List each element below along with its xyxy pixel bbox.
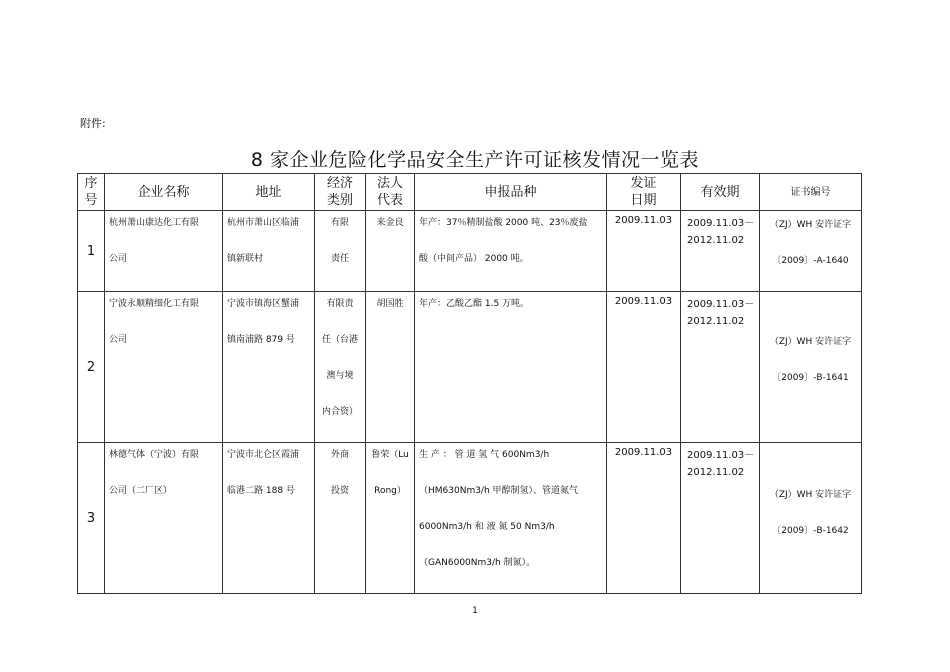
declared-products-line: 生 产 ： 管 道 氢 气 600Nm3/h: [419, 450, 550, 460]
legal-representative: [366, 292, 415, 443]
header-address: 地址: [223, 174, 315, 211]
declared-products: [415, 292, 607, 443]
declared-products-line: 年产：乙酸乙酯 1.5 万吨。: [419, 299, 530, 309]
header-no: 序 号: [78, 174, 105, 211]
validity-line: 2009.11.03－: [687, 450, 755, 461]
table-row: [78, 292, 862, 443]
header-validity: 有效期: [681, 174, 760, 211]
declared-products-line: 酸（中间产品） 2000 吨。: [419, 254, 529, 264]
declared-products-line: 6000Nm3/h 和 液 氮 50 Nm3/h: [419, 522, 555, 532]
certificate-lines: [760, 211, 861, 291]
certificate-line: （ZJ）WH 安许证字: [769, 337, 852, 347]
legal-representative: [366, 211, 415, 292]
validity-period: [681, 443, 760, 594]
economic-type-line: 有限责: [326, 299, 354, 309]
company-name-lines: [105, 443, 222, 521]
table-row: [78, 211, 862, 292]
legal-representative-line: 来金良: [376, 218, 404, 228]
issue-date: 2009.11.03: [607, 443, 681, 594]
validity-line: 2009.11.03－: [687, 299, 755, 310]
economic-type: [315, 443, 366, 594]
company-address-lines: [223, 211, 314, 289]
header-row: [78, 174, 862, 211]
company-address-line: 临港二路 188 号: [227, 486, 295, 496]
company-address: [223, 443, 315, 594]
company-name-lines: [105, 292, 222, 370]
declared-products: [415, 211, 607, 292]
issue-date: 2009.11.03: [607, 211, 681, 292]
legal-representative-line: Rong）: [374, 486, 406, 496]
company-address-line: 杭州市萧山区临浦: [227, 218, 300, 228]
attachment-label: 附件:: [80, 117, 106, 130]
declared-products: [415, 443, 607, 594]
company-name-lines: [105, 211, 222, 289]
company-address-lines: [223, 443, 314, 521]
declared-products-lines: [415, 292, 606, 334]
certificate-number: [760, 443, 862, 594]
company-address-line: 镇南浦路 879 号: [227, 335, 295, 345]
company-address: [223, 211, 315, 292]
header-rep: 法人 代表: [366, 174, 415, 211]
economic-type-line: 投资: [330, 486, 349, 496]
company-address-line: 宁波市北仑区霞浦: [227, 450, 300, 460]
validity-line: 2012.11.02: [687, 316, 745, 327]
legal-representative-lines: [366, 443, 414, 521]
economic-type-line: 有限: [330, 218, 349, 228]
economic-type-lines: [315, 211, 365, 289]
certificate-number: [760, 211, 862, 292]
legal-representative-lines: [366, 211, 414, 253]
declared-products-lines: [415, 443, 606, 593]
economic-type-line: 澳与境: [326, 371, 354, 381]
company-name-line: 林德气体（宁波）有限: [109, 450, 200, 460]
economic-type-line: 外商: [330, 450, 349, 460]
legal-representative-lines: [366, 292, 414, 334]
issue-date: 2009.11.03: [607, 292, 681, 443]
header-econ: 经济 类别: [315, 174, 366, 211]
company-name-line: 公司: [109, 254, 128, 264]
company-name-line: 宁波永顺精细化工有限: [109, 299, 200, 309]
economic-type: [315, 292, 366, 443]
legal-representative-line: 胡国胜: [376, 299, 404, 309]
certificate-line: 〔2009〕-B-1641: [772, 373, 849, 383]
certificate-lines: [760, 292, 861, 408]
economic-type-line: 责任: [330, 254, 349, 264]
company-name: [105, 443, 223, 594]
document-title: 8 家企业危险化学品安全生产许可证核发情况一览表: [250, 149, 700, 171]
validity-line: 2012.11.02: [687, 467, 745, 478]
validity-line: 2009.11.03－: [687, 218, 755, 229]
certificate-line: （ZJ）WH 安许证字: [769, 220, 852, 230]
economic-type-lines: [315, 443, 365, 521]
declared-products-line: 年产：37％精制盐酸 2000 吨、23％废盐: [419, 218, 588, 228]
economic-type-line: 任（台港: [321, 335, 358, 345]
declared-products-line: （HM630Nm3/h 甲醇制氢）、管道氮气: [419, 486, 579, 496]
certificate-line: （ZJ）WH 安许证字: [769, 490, 852, 500]
company-address: [223, 292, 315, 443]
certificate-line: 〔2009〕-B-1642: [772, 526, 849, 536]
company-name-line: 公司: [109, 335, 128, 345]
company-address-line: 镇新联村: [227, 254, 264, 264]
company-address-line: 宁波市镇海区蟹浦: [227, 299, 300, 309]
certificate-number: [760, 292, 862, 443]
legal-representative-line: 鲁荣（Lu: [371, 450, 409, 460]
table-row: [78, 443, 862, 594]
page-number: 1: [472, 606, 478, 616]
company-name-line: 杭州萧山康达化工有限: [109, 218, 200, 228]
certificate-lines: [760, 443, 861, 561]
company-name: [105, 292, 223, 443]
company-name-line: 公司（二厂区）: [109, 486, 173, 496]
legal-representative: [366, 443, 415, 594]
economic-type-line: 内合资）: [321, 407, 358, 417]
validity-period: [681, 292, 760, 443]
header-issue-date: 发证 日期: [607, 174, 681, 211]
row-number: 2: [78, 292, 105, 443]
header-cert: 证书编号: [760, 174, 862, 211]
certificate-line: 〔2009〕-A-1640: [772, 256, 849, 266]
header-product: 申报品种: [415, 174, 607, 211]
row-number: 3: [78, 443, 105, 594]
economic-type-lines: [315, 292, 365, 442]
validity-period: [681, 211, 760, 292]
company-name: [105, 211, 223, 292]
economic-type: [315, 211, 366, 292]
license-table: [77, 173, 862, 594]
validity-line: 2012.11.02: [687, 235, 745, 246]
declared-products-line: （GAN6000Nm3/h 制氮）。: [419, 558, 536, 568]
row-number: 1: [78, 211, 105, 292]
header-name: 企业名称: [105, 174, 223, 211]
company-address-lines: [223, 292, 314, 370]
declared-products-lines: [415, 211, 606, 289]
